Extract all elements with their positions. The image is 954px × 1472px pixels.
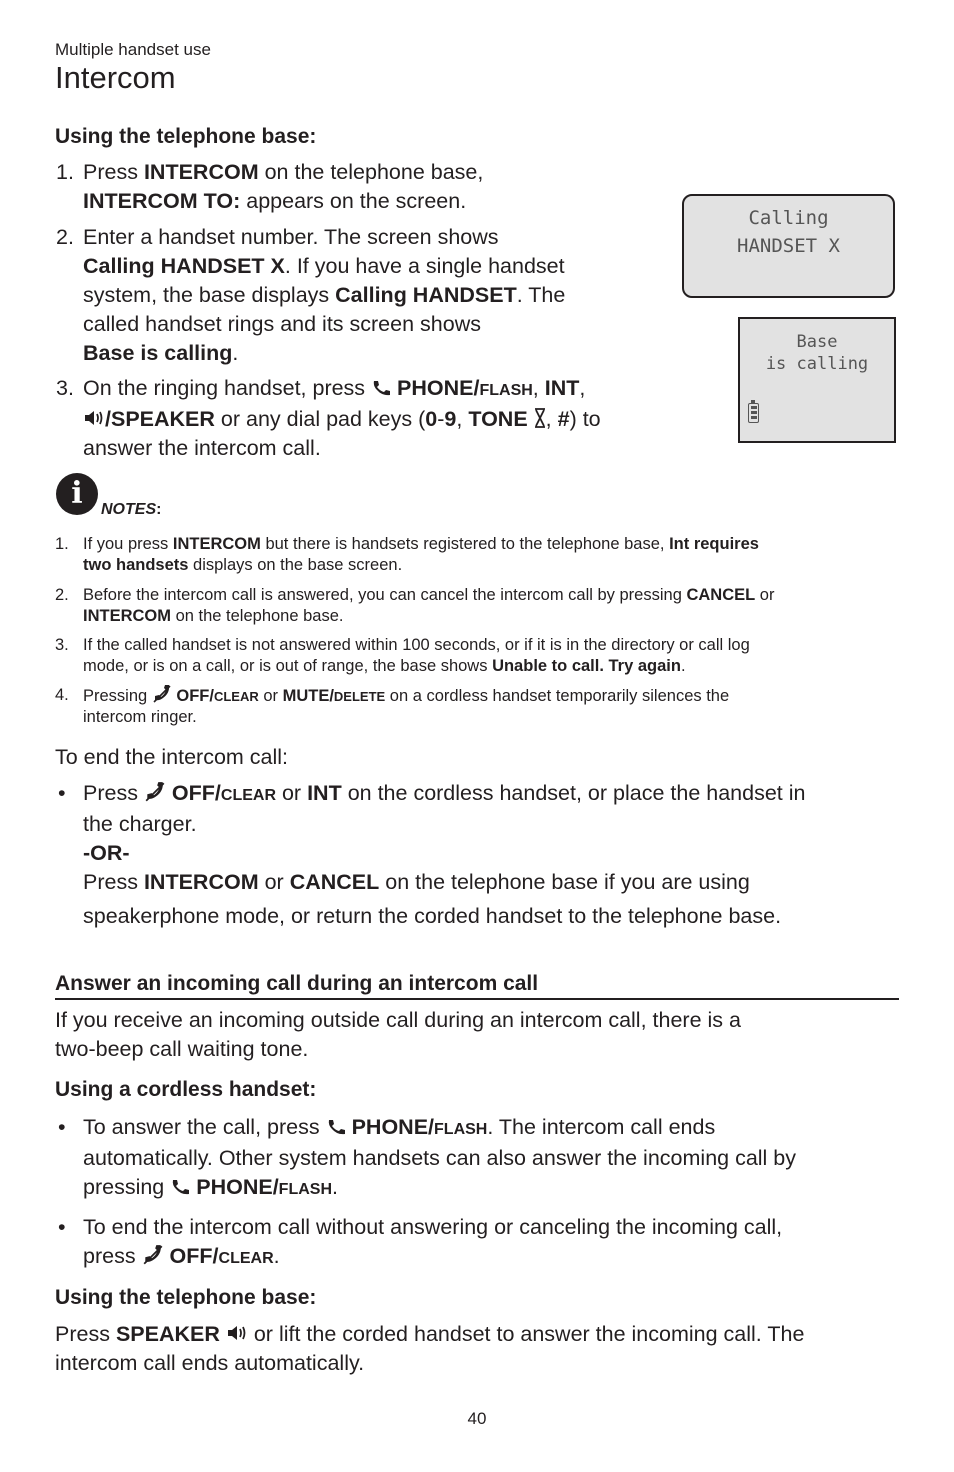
screen-text: INTERCOM TO:	[83, 189, 241, 213]
body-text: intercom call ends automatically.	[55, 1351, 365, 1375]
body-text: or lift the corded handset to answer the incoming call. The	[247, 1322, 805, 1346]
step-text: Enter a handset number. The screen shows	[83, 225, 499, 249]
note-number: 4.	[55, 686, 69, 704]
cordless-end-instructions	[83, 1213, 913, 1273]
note-text: Before the intercom call is answered, you can cancel the intercom call by pressing	[83, 586, 687, 604]
body-text: . The intercom call ends	[487, 1115, 716, 1139]
separator: ,	[545, 407, 558, 431]
note-text: displays on the base screen.	[188, 556, 403, 574]
body-text: .	[273, 1244, 280, 1268]
body-text: Press	[83, 781, 144, 805]
info-icon: i	[56, 473, 98, 515]
note-text: intercom ringer.	[83, 708, 197, 726]
note-text: or	[755, 586, 775, 604]
body-text: .	[332, 1175, 338, 1199]
note-text: mode, or is on a call, or is out of range, the base shows	[83, 657, 493, 675]
separator: ,	[456, 407, 469, 431]
body-text: two-beep call waiting tone.	[55, 1037, 309, 1061]
step-3	[56, 374, 676, 460]
flash-key-label: FLASH	[278, 1181, 332, 1198]
base-answer-heading: Using the telephone base:	[55, 1286, 317, 1309]
tone-icon	[534, 408, 546, 428]
handset-screen-display	[738, 317, 896, 443]
note-number: 3.	[55, 636, 69, 654]
int-key-label: INT	[544, 376, 580, 400]
note-text: on the telephone base.	[171, 607, 344, 625]
notes-colon: :	[156, 501, 162, 518]
note-text: on a cordless handset temporarily silences the	[385, 687, 730, 705]
body-text: automatically. Other system handsets can also answer the incoming call by	[83, 1146, 797, 1170]
cordless-heading: Using a cordless handset:	[55, 1078, 317, 1101]
phone-key-label: PHONE/	[196, 1175, 279, 1199]
body-text: Press	[55, 1322, 116, 1346]
end-call-instructions	[83, 779, 903, 931]
body-text: or	[276, 781, 308, 805]
step-text: Press	[83, 160, 144, 184]
phone-icon	[326, 1118, 346, 1136]
off-key-label: OFF/	[176, 687, 214, 705]
step-text: . The	[516, 283, 566, 307]
step-text: .	[232, 341, 239, 365]
mute-key-label: MUTE/	[282, 687, 334, 705]
note-number: 2.	[55, 586, 69, 604]
phone-icon	[170, 1178, 190, 1196]
step-text: ) to	[569, 407, 601, 431]
bullet-icon: •	[58, 781, 66, 805]
note-key: CANCEL	[686, 586, 756, 604]
body-text: on the telephone base if you are using	[379, 870, 750, 894]
or-separator: -OR-	[83, 841, 130, 865]
step-text: . If you have a single handset	[284, 254, 565, 278]
body-text: To end the intercom call without answering or canceling the incoming call,	[83, 1215, 783, 1239]
body-text: press	[83, 1244, 142, 1268]
cancel-key-label: CANCEL	[289, 870, 380, 894]
step-text: system, the base displays	[83, 283, 336, 307]
body-text: or	[258, 870, 290, 894]
note-screen-text: Unable to call. Try again	[492, 657, 681, 675]
step-text: appears on the screen.	[240, 189, 467, 213]
note-number: 1.	[55, 535, 69, 553]
step-text: called handset rings and its screen shows	[83, 312, 481, 336]
note-text: but there is handsets registered to the telephone base,	[260, 535, 670, 553]
clear-key-label: CLEAR	[218, 1250, 274, 1267]
section-label: Multiple handset use	[55, 40, 211, 59]
note-screen-text: two handsets	[83, 556, 189, 574]
screen-line: is calling	[765, 354, 869, 374]
step-text: on the telephone base,	[258, 160, 484, 184]
note-text: .	[680, 657, 686, 675]
screen-line: Base	[796, 332, 838, 352]
phone-icon	[371, 379, 391, 397]
body-text: Press	[83, 870, 144, 894]
step-text: On the ringing handset, press	[83, 376, 372, 400]
section-divider	[55, 998, 899, 1000]
intercom-key-label: INTERCOM	[143, 870, 259, 894]
separator: ,	[579, 376, 586, 400]
separator: ,	[532, 376, 545, 400]
key-label: 9	[444, 407, 457, 431]
incoming-intro	[55, 1006, 895, 1064]
note-key: INTERCOM	[172, 535, 261, 553]
page-title: Intercom	[55, 60, 176, 95]
cordless-answer-instructions	[83, 1113, 913, 1204]
notes-label	[101, 501, 161, 519]
note-text: Pressing	[83, 687, 152, 705]
off-handset-icon	[152, 685, 172, 703]
step-text: or any dial pad keys (	[214, 407, 426, 431]
notes-label-text: NOTES	[101, 501, 157, 518]
bullet-icon: •	[58, 1115, 66, 1139]
step-1	[56, 158, 676, 213]
speaker-key-label: SPEAKER	[115, 1322, 220, 1346]
off-handset-icon	[142, 1245, 164, 1265]
body-text: speakerphone mode, or return the corded handset to the telephone base.	[83, 904, 782, 928]
screen-line: HANDSET X	[737, 235, 840, 257]
step-text: answer the intercom call.	[83, 436, 321, 460]
body-text: If you receive an incoming outside call during an intercom call, there is a	[55, 1008, 741, 1032]
phone-key-label: PHONE/	[351, 1115, 435, 1139]
screen-text: Calling HANDSET X	[83, 254, 285, 278]
note-text: or	[258, 687, 283, 705]
speaker-key-label: /SPEAKER	[105, 407, 215, 431]
tone-key-label: TONE	[468, 407, 534, 431]
speaker-icon	[226, 1323, 248, 1343]
battery-icon	[748, 403, 759, 423]
separator: -	[437, 407, 445, 431]
hash-key-label: #	[557, 407, 570, 431]
off-key-label: OFF/	[171, 781, 221, 805]
flash-key-label: FLASH	[434, 1121, 488, 1138]
clear-key-label: CLEAR	[220, 787, 276, 804]
step-number: 1.	[56, 160, 74, 184]
step-number: 3.	[56, 376, 74, 400]
bullet-icon: •	[58, 1215, 66, 1239]
end-call-intro: To end the intercom call:	[55, 745, 289, 769]
speaker-icon	[83, 408, 105, 428]
intercom-key-label: INTERCOM	[143, 160, 259, 184]
clear-key-label: CLEAR	[213, 689, 259, 704]
note-key: INTERCOM	[83, 607, 171, 625]
base-heading: Using the telephone base:	[55, 125, 317, 148]
body-text: pressing	[83, 1175, 171, 1199]
screen-line: Calling	[748, 207, 829, 229]
off-key-label: OFF/	[169, 1244, 219, 1268]
body-text: on the cordless handset, or place the handset in	[341, 781, 806, 805]
phone-key-label: PHONE/	[397, 376, 480, 400]
flash-key-label: FLASH	[479, 382, 533, 399]
note-text: If you press	[83, 535, 173, 553]
base-screen-display	[682, 194, 895, 298]
key-label: 0	[425, 407, 438, 431]
screen-text: Calling HANDSET	[335, 283, 517, 307]
note-text: If the called handset is not answered within 100 seconds, or if it is in the directory or call log	[83, 636, 750, 654]
screen-text: Base is calling	[83, 341, 233, 365]
note-screen-text: Int requires	[669, 535, 759, 553]
body-text: the charger.	[83, 812, 197, 836]
body-text: To answer the call, press	[83, 1115, 326, 1139]
step-number: 2.	[56, 225, 74, 249]
delete-key-label: DELETE	[333, 689, 386, 704]
off-handset-icon	[144, 782, 166, 802]
page-number: 40	[467, 1409, 487, 1428]
incoming-heading: Answer an incoming call during an intercom call	[55, 972, 539, 995]
int-key-label: INT	[307, 781, 342, 805]
base-answer-instructions	[55, 1320, 915, 1378]
step-2	[56, 223, 676, 365]
